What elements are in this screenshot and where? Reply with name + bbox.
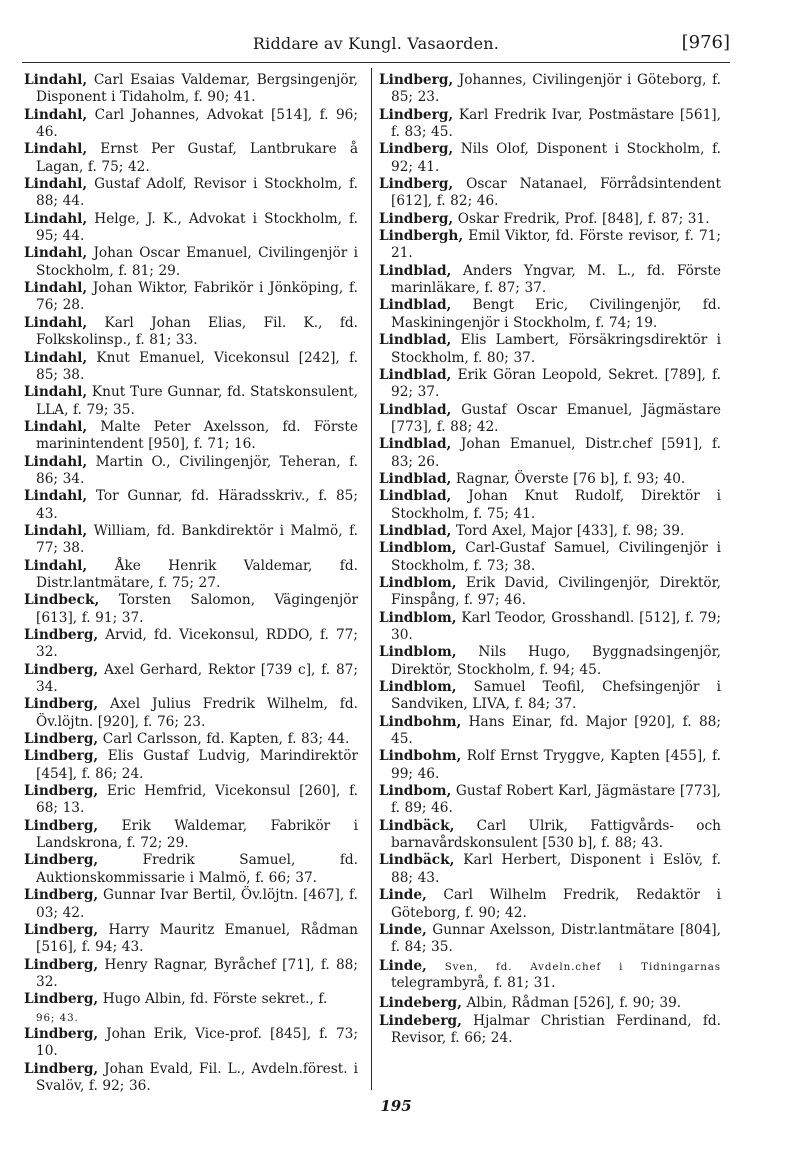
entry-details: Knut Emanuel, Vicekonsul [242], f. 85; 38.	[36, 349, 358, 383]
entry-surname: Lindahl,	[24, 522, 88, 539]
entry-surname: Lindahl,	[24, 314, 88, 331]
entry-surname: Lindblom,	[379, 609, 457, 626]
entry-details: Hugo Albin, fd. Förste sekret., f.	[98, 991, 328, 1008]
register-entry	[379, 748, 721, 783]
register-entry	[379, 575, 721, 610]
entry-details: Ernst Per Gustaf, Lantbrukare å Lagan, f. 75; 42.	[36, 141, 358, 175]
entry-surname: Lindbäck,	[379, 852, 455, 869]
entry-small-text: 96; 43.	[36, 1011, 79, 1024]
entry-surname: Lindahl,	[24, 453, 88, 470]
entry-details: Samuel Teofil, Chefsingenjör i Sandviken, LIVA, f. 84; 37.	[391, 679, 721, 713]
entry-details: Carl-Gustaf Samuel, Civilingenjör i Stockholm, f. 73; 38.	[391, 540, 721, 574]
entry-surname: Lindberg,	[24, 748, 99, 765]
page-title: Riddare av Kungl. Vasaorden.	[252, 34, 500, 53]
entry-surname: Lindahl,	[24, 384, 88, 401]
register-entry	[379, 367, 721, 402]
entry-surname: Lindeberg,	[379, 995, 462, 1012]
entry-surname: Lindblad,	[379, 401, 452, 418]
entry-details: Johannes, Civilingenjör i Göteborg, f. 85; 23.	[391, 72, 721, 106]
entry-surname: Lindahl,	[24, 557, 88, 574]
entry-surname: Lindbohm,	[379, 748, 462, 765]
entry-details: Karl Herbert, Disponent i Eslöv, f. 88; 43.	[391, 852, 721, 886]
register-entry	[379, 995, 721, 1012]
entry-details: Johan Emanuel, Distr.chef [591], f. 83; 26.	[391, 436, 721, 470]
entry-details: Carl Johannes, Advokat [514], f. 96; 46.	[36, 106, 358, 141]
entry-details: Knut Ture Gunnar, fd. Statskonsulent, LLA, f. 79; 35.	[36, 384, 358, 418]
entry-small-text: Sven, fd. Avdeln.chef i Tidningarnas	[426, 960, 721, 973]
entry-surname: Lindberg,	[379, 141, 454, 158]
entry-details: Johan Evald, Fil. L., Avdeln.förest. i Svalöv, f. 92; 36.	[36, 1060, 358, 1094]
register-entry	[24, 107, 358, 142]
register-entry	[379, 783, 721, 818]
entry-surname: Lindahl,	[24, 106, 88, 123]
register-entry	[24, 818, 358, 853]
entry-surname: Lindblom,	[379, 644, 457, 661]
entry-details: Malte Peter Axelsson, fd. Förste marinintendent [950], f. 71; 16.	[36, 418, 358, 453]
entry-details: Hans Einar, fd. Major [920], f. 88; 45.	[391, 713, 721, 748]
entry-details: Bengt Eric, Civilingenjör, fd. Maskiningenjör i Stockholm, f. 74; 19.	[391, 297, 721, 331]
register-entry	[24, 662, 358, 697]
register-entry	[24, 592, 358, 627]
entry-surname: Lindbohm,	[379, 713, 462, 730]
entry-surname: Lindahl,	[24, 418, 88, 435]
entry-surname: Lindberg,	[379, 210, 454, 227]
entry-surname: Lindberg,	[379, 176, 454, 193]
register-entry	[379, 211, 721, 228]
register-entry	[24, 852, 358, 887]
register-entry	[379, 610, 721, 645]
entry-surname: Lindberg,	[24, 991, 99, 1008]
entry-surname: Lindblad,	[379, 470, 452, 487]
entry-surname: Lindahl,	[24, 176, 88, 193]
column-divider	[371, 68, 372, 1090]
register-entry	[379, 488, 721, 523]
entry-details: Johan Knut Rudolf, Direktör i Stockholm, f. 75; 41.	[391, 488, 721, 522]
register-entry	[379, 540, 721, 575]
entry-surname: Lindberg,	[24, 921, 99, 938]
register-entry	[24, 558, 358, 593]
register-entry	[24, 523, 358, 558]
header-page-number: [976]	[681, 32, 730, 53]
entry-surname: Lindahl,	[24, 72, 88, 88]
register-entry	[24, 211, 358, 246]
entry-surname: Lindblad,	[379, 366, 452, 383]
page-header	[22, 34, 730, 60]
register-entry	[379, 887, 721, 922]
register-entry	[24, 748, 358, 783]
entry-surname: Lindblad,	[379, 436, 452, 453]
entry-details: Erik Göran Leopold, Sekret. [789], f. 92; 37.	[391, 366, 721, 401]
entry-details: Harry Mauritz Emanuel, Rådman [516], f. 94; 43.	[36, 921, 358, 956]
entry-surname: Lindberg,	[24, 696, 99, 713]
register-entry	[379, 228, 721, 263]
register-entry	[24, 280, 358, 315]
entry-surname: Linde,	[379, 957, 427, 974]
entry-surname: Lindberg,	[24, 852, 99, 869]
entry-details: Nils Olof, Disponent i Stockholm, f. 92; 41.	[391, 141, 721, 175]
entry-details: Oscar Natanael, Förrådsintendent [612], f. 82; 46.	[391, 176, 721, 210]
register-entry	[24, 245, 358, 280]
entry-surname: Lindberg,	[24, 1060, 99, 1077]
entry-surname: Lindberg,	[24, 731, 99, 748]
entry-surname: Lindberg,	[24, 956, 99, 973]
entry-surname: Lindbeck,	[24, 592, 100, 609]
register-entry	[379, 332, 721, 367]
register-entry	[24, 72, 358, 107]
entry-details: Tord Axel, Major [433], f. 98; 39.	[451, 522, 685, 539]
register-entry	[24, 315, 358, 350]
register-entry	[379, 523, 721, 540]
register-entry	[24, 488, 358, 523]
entry-surname: Lindberg,	[379, 72, 454, 88]
entry-surname: Lindbergh,	[379, 228, 464, 245]
entry-surname: Lindblad,	[379, 522, 452, 539]
entry-details: Martin O., Civilingenjör, Teheran, f. 86; 34.	[36, 453, 358, 487]
entry-details: Gunnar Ivar Bertil, Öv.löjtn. [467], f. 03; 42.	[36, 887, 358, 921]
entry-details: Nils Hugo, Byggnadsingenjör, Direktör, Stockholm, f. 94; 45.	[391, 644, 721, 678]
register-entry	[379, 852, 721, 887]
entry-details: Johan Oscar Emanuel, Civilingenjör i Stockholm, f. 81; 29.	[36, 245, 358, 279]
register-entry	[379, 263, 721, 298]
entry-details: Gustaf Oscar Emanuel, Jägmästare [773], f. 88; 42.	[391, 401, 721, 435]
entry-details: Gustaf Robert Karl, Jägmästare [773], f. 89; 46.	[391, 783, 721, 817]
entry-surname: Lindberg,	[379, 106, 454, 123]
entry-details: Rolf Ernst Tryggve, Kapten [455], f. 99; 46.	[391, 748, 721, 782]
register-entry	[24, 783, 358, 818]
register-entry	[24, 1061, 358, 1096]
entry-details: Arvid, fd. Vicekonsul, RDDO, f. 77; 32.	[36, 627, 358, 661]
left-column	[24, 72, 358, 1095]
entry-details: Karl Fredrik Ivar, Postmästare [561], f. 83; 45.	[391, 106, 721, 141]
entry-details: Emil Viktor, fd. Förste revisor, f. 71; 21.	[391, 228, 721, 262]
entry-details: Carl Esaias Valdemar, Bergsingenjör, Disponent i Tidaholm, f. 90; 41.	[36, 72, 358, 106]
entry-surname: Lindblad,	[379, 332, 452, 349]
entry-details: Gustaf Adolf, Revisor i Stockholm, f. 88; 44.	[36, 176, 358, 210]
entry-surname: Lindahl,	[24, 280, 88, 297]
register-entry	[24, 384, 358, 419]
footer-page-number: 195	[380, 1097, 412, 1115]
register-entry	[24, 141, 358, 176]
register-entry	[379, 644, 721, 679]
entry-surname: Lindberg,	[24, 1025, 99, 1042]
header-rule	[22, 62, 730, 63]
right-column	[379, 72, 721, 1047]
entry-details: Karl Johan Elias, Fil. K., fd. Folkskolinsp., f. 81; 33.	[36, 314, 358, 349]
entry-surname: Linde,	[379, 887, 427, 904]
register-entry	[379, 714, 721, 749]
entry-details: Gunnar Axelsson, Distr.lantmätare [804], f. 84; 35.	[391, 921, 721, 956]
entry-details: Elis Lambert, Försäkringsdirektör i Stockholm, f. 80; 37.	[391, 332, 721, 366]
entry-surname: Lindblad,	[379, 297, 452, 314]
entry-details: Ragnar, Överste [76 b], f. 93; 40.	[451, 470, 686, 487]
entry-details: Anders Yngvar, M. L., fd. Förste marinläkare, f. 87; 37.	[391, 262, 721, 297]
register-entry	[24, 176, 358, 211]
register-entry	[379, 818, 721, 853]
register-entry	[379, 72, 721, 107]
entry-details: Johan Erik, Vice-prof. [845], f. 73; 10.	[36, 1025, 358, 1060]
entry-surname: Lindblom,	[379, 574, 457, 591]
entry-details: Erik Waldemar, Fabrikör i Landskrona, f. 72; 29.	[36, 817, 358, 852]
entry-details: Erik David, Civilingenjör, Direktör, Finspång, f. 97; 46.	[391, 574, 721, 609]
entry-details: Axel Gerhard, Rektor [739 c], f. 87; 34.	[36, 661, 358, 696]
register-entry	[379, 141, 721, 176]
entry-surname: Lindblad,	[379, 488, 452, 505]
register-entry	[379, 176, 721, 211]
entry-details: Carl Ulrik, Fattigvårds- och barnavårdskonsulent [530 b], f. 88; 43.	[391, 817, 721, 852]
register-entry	[379, 436, 721, 471]
entry-details: William, fd. Bankdirektör i Malmö, f. 77; 38.	[36, 522, 358, 557]
register-entry	[379, 1013, 721, 1048]
entry-surname: Lindahl,	[24, 488, 88, 505]
entry-details: Johan Wiktor, Fabrikör i Jönköping, f. 76; 28.	[36, 280, 358, 314]
entry-details: telegrambyrå, f. 81; 31.	[391, 974, 556, 991]
entry-details: Carl Wilhelm Fredrik, Redaktör i Göteborg, f. 90; 42.	[391, 887, 721, 921]
register-entry	[379, 679, 721, 714]
register-entry	[24, 454, 358, 489]
entry-surname: Lindahl,	[24, 245, 88, 262]
entry-details: Axel Julius Fredrik Wilhelm, fd. Öv.löjtn. [920], f. 76; 23.	[36, 696, 358, 730]
entry-details: Oskar Fredrik, Prof. [848], f. 87; 31.	[453, 210, 710, 227]
register-entry	[379, 107, 721, 142]
entry-surname: Lindblom,	[379, 679, 457, 696]
entry-surname: Lindberg,	[24, 627, 99, 643]
entry-details: Tor Gunnar, fd. Häradsskriv., f. 85; 43.	[36, 488, 358, 522]
register-entry	[24, 696, 358, 731]
entry-surname: Lindbom,	[379, 783, 452, 800]
register-entry	[379, 957, 721, 996]
entry-surname: Lindahl,	[24, 141, 88, 158]
register-entry	[379, 402, 721, 437]
register-entry	[379, 922, 721, 957]
entry-surname: Lindberg,	[24, 661, 99, 678]
entry-details: Henry Ragnar, Byråchef [71], f. 88; 32.	[36, 956, 358, 990]
entry-details: Hjalmar Christian Ferdinand, fd. Revisor, f. 66; 24.	[391, 1012, 721, 1046]
register-entry	[24, 350, 358, 385]
entry-details: Eric Hemfrid, Vicekonsul [260], f. 68; 13.	[36, 783, 358, 817]
entry-surname: Lindberg,	[24, 783, 99, 800]
entry-surname: Lindblom,	[379, 540, 457, 557]
entry-details: Torsten Salomon, Vägingenjör [613], f. 91; 37.	[36, 592, 358, 626]
register-entry	[379, 297, 721, 332]
entry-details: Åke Henrik Valdemar, fd. Distr.lantmätare, f. 75; 27.	[36, 557, 358, 591]
register-entry	[24, 957, 358, 992]
entry-details: Carl Carlsson, fd. Kapten, f. 83; 44.	[98, 731, 350, 748]
entry-surname: Lindberg,	[24, 887, 99, 904]
register-entry	[24, 731, 358, 748]
entry-surname: Lindeberg,	[379, 1012, 462, 1029]
entry-surname: Linde,	[379, 921, 427, 938]
register-entry	[379, 471, 721, 488]
entry-surname: Lindbäck,	[379, 817, 455, 834]
entry-details: Karl Teodor, Grosshandl. [512], f. 79; 30.	[391, 609, 721, 643]
entry-surname: Lindahl,	[24, 210, 88, 227]
entry-details: Helge, J. K., Advokat i Stockholm, f. 95; 44.	[36, 210, 358, 245]
register-entry	[24, 419, 358, 454]
entry-surname: Lindblad,	[379, 262, 452, 279]
register-entry	[24, 991, 358, 1026]
register-entry	[24, 922, 358, 957]
entry-surname: Lindberg,	[24, 817, 99, 834]
entry-details: Fredrik Samuel, fd. Auktionskommissarie i Malmö, f. 66; 37.	[36, 852, 358, 886]
register-entry	[24, 887, 358, 922]
register-entry	[24, 627, 358, 662]
entry-surname: Lindahl,	[24, 349, 88, 366]
register-entry	[24, 1026, 358, 1061]
entry-details: Elis Gustaf Ludvig, Marindirektör [454], f. 86; 24.	[36, 748, 358, 782]
entry-details: Albin, Rådman [526], f. 90; 39.	[461, 995, 682, 1012]
